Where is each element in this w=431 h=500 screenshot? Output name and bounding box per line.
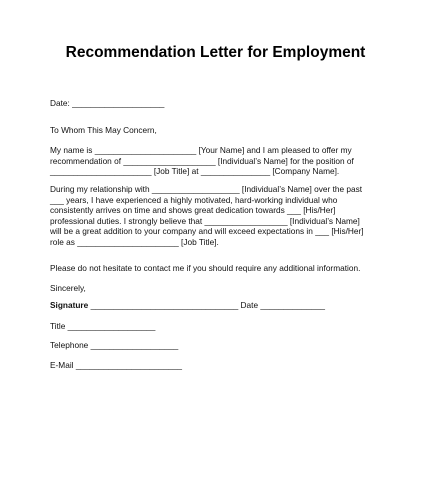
- signature-line: [50, 300, 325, 311]
- paragraph2-line-4: professional duties. I strongly believe that __________________ [Individual’s Name]: [50, 215, 360, 226]
- paragraph2-line-1: During my relationship with ___________________ [Individual’s Name] over the past: [50, 184, 363, 194]
- paragraph1-line-2: recommendation of ____________________ [Individual’s Name] for the position of: [50, 155, 354, 166]
- paragraph2-line-3: consistently arrives on time and shows great dedication towards ___ [His/Her]: [50, 205, 336, 216]
- paragraph1-line-3: ______________________ [Job Title] at _______________ [Company Name].: [50, 166, 340, 177]
- paragraph1-line-1: My name is ______________________ [Your Name] and I am pleased to offer my: [50, 145, 352, 155]
- paragraph2-line-6: role as ______________________ [Job Title].: [50, 237, 219, 247]
- title-field-line: Title ___________________: [50, 321, 156, 331]
- date-line: Date: ____________________: [50, 98, 165, 108]
- paragraph2-line-5: will be a great addition to your company and will exceed expectations in ___ [His/Her]: [50, 226, 364, 237]
- signature-label: Signature: [50, 300, 89, 310]
- signature-blank: ________________________________ Date ______________: [88, 300, 325, 310]
- telephone-field-line: Telephone ___________________: [50, 340, 179, 350]
- paragraph2-line-2: ___ years, I have experienced a highly motivated, hard-working individual who: [50, 194, 338, 205]
- document-title: Recommendation Letter for Employment: [65, 44, 366, 61]
- closing-note: Please do not hesitate to contact me if you should require any additional information.: [50, 263, 361, 273]
- sign-off: Sincerely,: [50, 283, 86, 293]
- email-field-line: E-Mail _______________________: [50, 360, 182, 370]
- salutation: To Whom This May Concern,: [50, 125, 157, 135]
